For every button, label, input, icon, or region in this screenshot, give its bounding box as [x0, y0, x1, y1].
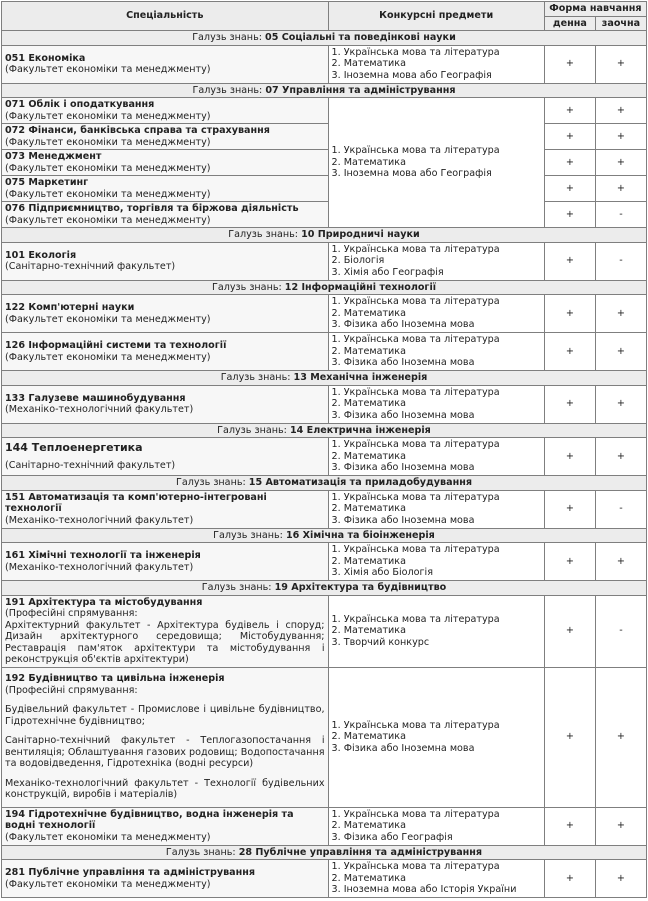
group-name: 07 Управління та адміністрування — [265, 84, 456, 96]
correspondence-mark: + — [595, 807, 646, 845]
subject-item: 1. Українська мова та література — [331, 243, 500, 255]
subject-item: 3. Хімія або Біологія — [331, 567, 433, 579]
group-row — [2, 31, 647, 46]
subject-item: 3. Фізика або Іноземна мова — [331, 462, 475, 474]
faculty-name: (Факультет економіки та менеджменту) — [5, 313, 211, 325]
group-prefix: Галузь знань: — [165, 846, 239, 858]
correspondence-mark: + — [595, 45, 646, 83]
correspondence-mark: + — [595, 333, 646, 371]
daily-mark: + — [544, 490, 595, 528]
specialty-name: 126 Інформаційні системи та технології — [5, 340, 227, 351]
subject-item: 1. Українська мова та література — [331, 439, 500, 451]
correspondence-mark: + — [595, 150, 646, 176]
subject-item: 1. Українська мова та література — [331, 46, 500, 58]
specialty-cell — [2, 202, 329, 228]
admission-table — [1, 1, 647, 898]
subjects-cell — [328, 45, 544, 83]
subject-item: 2. Математика — [331, 872, 406, 884]
specialty-cell — [2, 45, 329, 83]
subject-item: 3. Фізика або Іноземна мова — [331, 409, 475, 421]
subjects-cell — [328, 667, 544, 807]
daily-mark: + — [544, 150, 595, 176]
specialty-name: 073 Менеджмент — [5, 151, 102, 162]
group-prefix: Галузь знань: — [211, 281, 285, 293]
subject-item: 3. Іноземна мова або Історія України — [331, 884, 517, 896]
subjects-cell — [328, 242, 544, 280]
specialty-cell — [2, 295, 329, 333]
subject-item: 1. Українська мова та література — [331, 544, 500, 556]
correspondence-mark: + — [595, 385, 646, 423]
specialty-name: 161 Хімічні технології та інженерія — [5, 550, 201, 561]
daily-mark: + — [544, 176, 595, 202]
group-row — [2, 528, 647, 543]
group-prefix: Галузь знань: — [228, 229, 302, 240]
group-prefix: Галузь знань: — [213, 529, 286, 541]
specialty-cell — [2, 543, 329, 581]
group-row — [2, 228, 647, 243]
daily-mark: + — [544, 295, 595, 333]
daily-mark: + — [544, 385, 595, 423]
specialty-name: 051 Економіка — [5, 52, 86, 64]
group-prefix: Галузь знань: — [201, 582, 275, 593]
faculty-name: (Механіко-технологічний факультет) — [5, 404, 194, 415]
specialty-name: 281 Публічне управління та адміністрування — [5, 867, 256, 878]
daily-mark: + — [544, 45, 595, 83]
correspondence-mark: + — [595, 543, 646, 581]
specialty-name: 192 Будівництво та цивільна інженерія — [5, 673, 225, 685]
group-name: 12 Інформаційні технології — [284, 281, 437, 293]
specialty-name: 075 Маркетинг — [5, 177, 89, 188]
daily-mark: + — [544, 667, 595, 807]
subject-item: 1. Українська мова та література — [331, 491, 500, 503]
group-name: 19 Архітектура та будівництво — [274, 582, 447, 593]
correspondence-mark: + — [595, 667, 646, 807]
correspondence-mark: + — [595, 98, 646, 124]
daily-mark: + — [544, 860, 595, 898]
group-prefix: Галузь знань: — [220, 372, 294, 383]
faculty-name: (Факультет економіки та менеджменту) — [5, 831, 211, 843]
subject-item: 1. Українська мова та література — [331, 334, 500, 346]
specialty-name: 191 Архітектура та містобудування — [5, 596, 203, 608]
group-name: 10 Природничі науки — [301, 229, 420, 240]
faculty-name: (Професійні спрямування: — [5, 608, 138, 619]
daily-mark: + — [544, 438, 595, 476]
subject-item: 1. Українська мова та література — [331, 145, 500, 157]
specialty-cell — [2, 807, 329, 845]
faculty-name: (Факультет економіки та менеджменту) — [5, 351, 211, 363]
specialty-detail: Будівельний факультет - Промислове і цивільне будівництво, Гідротехнічне будівництво; — [5, 704, 325, 727]
specialty-name: 151 Автоматизація та комп'ютерно-інтегровані технології — [5, 491, 267, 515]
subject-item: 3. Фізика або Іноземна мова — [331, 357, 475, 369]
group-name: 05 Соціальні та поведінкові науки — [265, 32, 456, 43]
correspondence-mark: + — [595, 176, 646, 202]
subject-item: 2. Математика — [331, 58, 406, 70]
specialty-name: 194 Гідротехнічне будівництво, водна інженерія та водні технології — [5, 808, 294, 832]
subjects-cell — [328, 860, 544, 898]
faculty-name: (Факультет економіки та менеджменту) — [5, 110, 211, 122]
specialty-cell — [2, 595, 329, 667]
subject-item: 1. Українська мова та література — [331, 296, 500, 308]
subject-item: 1. Українська мова та література — [331, 719, 500, 731]
daily-mark: + — [544, 202, 595, 228]
specialty-name: 133 Галузеве машинобудування — [5, 392, 186, 404]
specialty-cell — [2, 124, 329, 150]
daily-mark: + — [544, 543, 595, 581]
subject-item: 3. Фізика або Іноземна мова — [331, 742, 475, 754]
group-prefix: Галузь знань: — [217, 424, 290, 436]
specialty-cell — [2, 333, 329, 371]
subject-item: 1. Українська мова та література — [331, 808, 500, 820]
group-row — [2, 83, 647, 98]
daily-mark: + — [544, 595, 595, 667]
subject-item: 2. Математика — [331, 625, 406, 637]
subjects-cell — [328, 807, 544, 845]
subject-item: 3. Фізика або Іноземна мова — [331, 514, 475, 526]
subject-item: 2. Математика — [331, 398, 406, 410]
specialty-name: 122 Комп'ютерні науки — [5, 302, 135, 313]
subjects-cell — [328, 490, 544, 528]
subject-item: 3. Хімія або Географія — [331, 266, 444, 278]
correspondence-mark: + — [595, 295, 646, 333]
group-row — [2, 581, 647, 596]
specialty-cell — [2, 490, 329, 528]
group-prefix: Галузь знань: — [192, 32, 266, 43]
correspondence-mark: - — [595, 202, 646, 228]
subjects-cell — [328, 295, 544, 333]
subject-item: 2. Математика — [331, 503, 406, 515]
subjects-cell — [328, 98, 544, 228]
group-row — [2, 423, 647, 438]
group-row — [2, 845, 647, 860]
header-specialty: Спеціальність — [2, 2, 329, 31]
daily-mark: + — [544, 807, 595, 845]
group-row — [2, 371, 647, 386]
specialty-cell — [2, 242, 329, 280]
specialty-cell — [2, 385, 329, 423]
subject-item: 3. Фізика або Географія — [331, 831, 453, 843]
specialty-detail: Механіко-технологічний факультет - Технології будівельних конструкцій, виробів і матеріалів) — [5, 777, 325, 801]
correspondence-mark: + — [595, 438, 646, 476]
group-name: 15 Автоматизація та приладобудування — [248, 477, 473, 488]
specialty-cell — [2, 438, 329, 476]
subject-item: 1. Українська мова та література — [331, 861, 500, 873]
subjects-cell — [328, 543, 544, 581]
group-prefix: Галузь знань: — [175, 477, 249, 488]
correspondence-mark: + — [595, 124, 646, 150]
header-correspondence: заочна — [595, 16, 646, 31]
faculty-name: (Механіко-технологічний факультет) — [5, 514, 194, 526]
daily-mark: + — [544, 98, 595, 124]
specialty-detail: Архітектурний факультет - Архітектура будівель і споруд; Дизайн архітектурного середовища; Містобудування; Реставрація пам'яток архітектури та містобудування і реконструкція об'єктів архітектури) — [5, 619, 325, 665]
specialty-name: 076 Підприємництво, торгівля та біржова діяльність — [5, 203, 299, 214]
subjects-cell — [328, 438, 544, 476]
header-form: Форма навчання — [544, 2, 646, 17]
faculty-name: (Факультет економіки та менеджменту) — [5, 162, 211, 174]
specialty-name: 071 Облік і оподаткування — [5, 99, 155, 110]
faculty-name: (Санітарно-технічний факультет) — [5, 261, 176, 272]
header-daily: денна — [544, 16, 595, 31]
daily-mark: + — [544, 124, 595, 150]
subjects-cell — [328, 595, 544, 667]
header-subjects: Конкурсні предмети — [328, 2, 544, 31]
faculty-name: (Професійні спрямування: — [5, 684, 138, 696]
subjects-cell — [328, 333, 544, 371]
subject-item: 2. Математика — [331, 156, 406, 168]
subject-item: 3. Іноземна мова або Географія — [331, 168, 492, 180]
specialty-name: 101 Екологія — [5, 249, 77, 261]
correspondence-mark: + — [595, 860, 646, 898]
specialty-name: 072 Фінанси, банківська справа та страхування — [5, 125, 270, 136]
subject-item: 2. Математика — [331, 307, 406, 319]
correspondence-mark: - — [595, 595, 646, 667]
subject-item: 1. Українська мова та література — [331, 386, 500, 398]
subject-item: 2. Математика — [331, 345, 406, 357]
group-name: 13 Механічна інженерія — [293, 372, 428, 383]
subject-item: 2. Математика — [331, 555, 406, 567]
specialty-cell — [2, 860, 329, 898]
faculty-name: (Факультет економіки та менеджменту) — [5, 188, 211, 200]
group-name: 28 Публічне управління та адміністрування — [238, 846, 483, 858]
subject-item: 2. Біологія — [331, 255, 385, 267]
subject-item: 2. Математика — [331, 820, 406, 832]
correspondence-mark: - — [595, 242, 646, 280]
group-prefix: Галузь знань: — [192, 84, 266, 96]
subjects-cell — [328, 385, 544, 423]
daily-mark: + — [544, 333, 595, 371]
specialty-cell — [2, 667, 329, 807]
daily-mark: + — [544, 242, 595, 280]
group-name: 14 Електрична інженерія — [289, 424, 431, 436]
specialty-cell — [2, 98, 329, 124]
faculty-name: (Санітарно-технічний факультет) — [5, 459, 176, 471]
subject-item: 3. Творчий конкурс — [331, 636, 430, 648]
faculty-name: (Факультет економіки та менеджменту) — [5, 64, 211, 75]
specialty-name: 144 Теплоенергетика — [5, 441, 143, 454]
subject-item: 3. Іноземна мова або Географія — [331, 69, 492, 81]
group-row — [2, 476, 647, 491]
specialty-cell — [2, 150, 329, 176]
specialty-cell — [2, 176, 329, 202]
subject-item: 1. Українська мова та література — [331, 613, 500, 625]
correspondence-mark: - — [595, 490, 646, 528]
faculty-name: (Факультет економіки та менеджменту) — [5, 214, 211, 226]
group-row — [2, 280, 647, 295]
subject-item: 2. Математика — [331, 450, 406, 462]
specialty-detail: Санітарно-технічний факультет - Теплогазопостачання і вентиляція; Облаштування газових родовищ; Водопостачання та водовідведення, Гідротехніка (водні ресурси) — [5, 735, 325, 770]
group-name: 16 Хімічна та біоінженерія — [285, 529, 435, 541]
subject-item: 3. Фізика або Іноземна мова — [331, 319, 475, 331]
faculty-name: (Факультет економіки та менеджменту) — [5, 136, 211, 148]
subject-item: 2. Математика — [331, 731, 406, 743]
faculty-name: (Механіко-технологічний факультет) — [5, 561, 194, 573]
faculty-name: (Факультет економіки та менеджменту) — [5, 878, 211, 890]
